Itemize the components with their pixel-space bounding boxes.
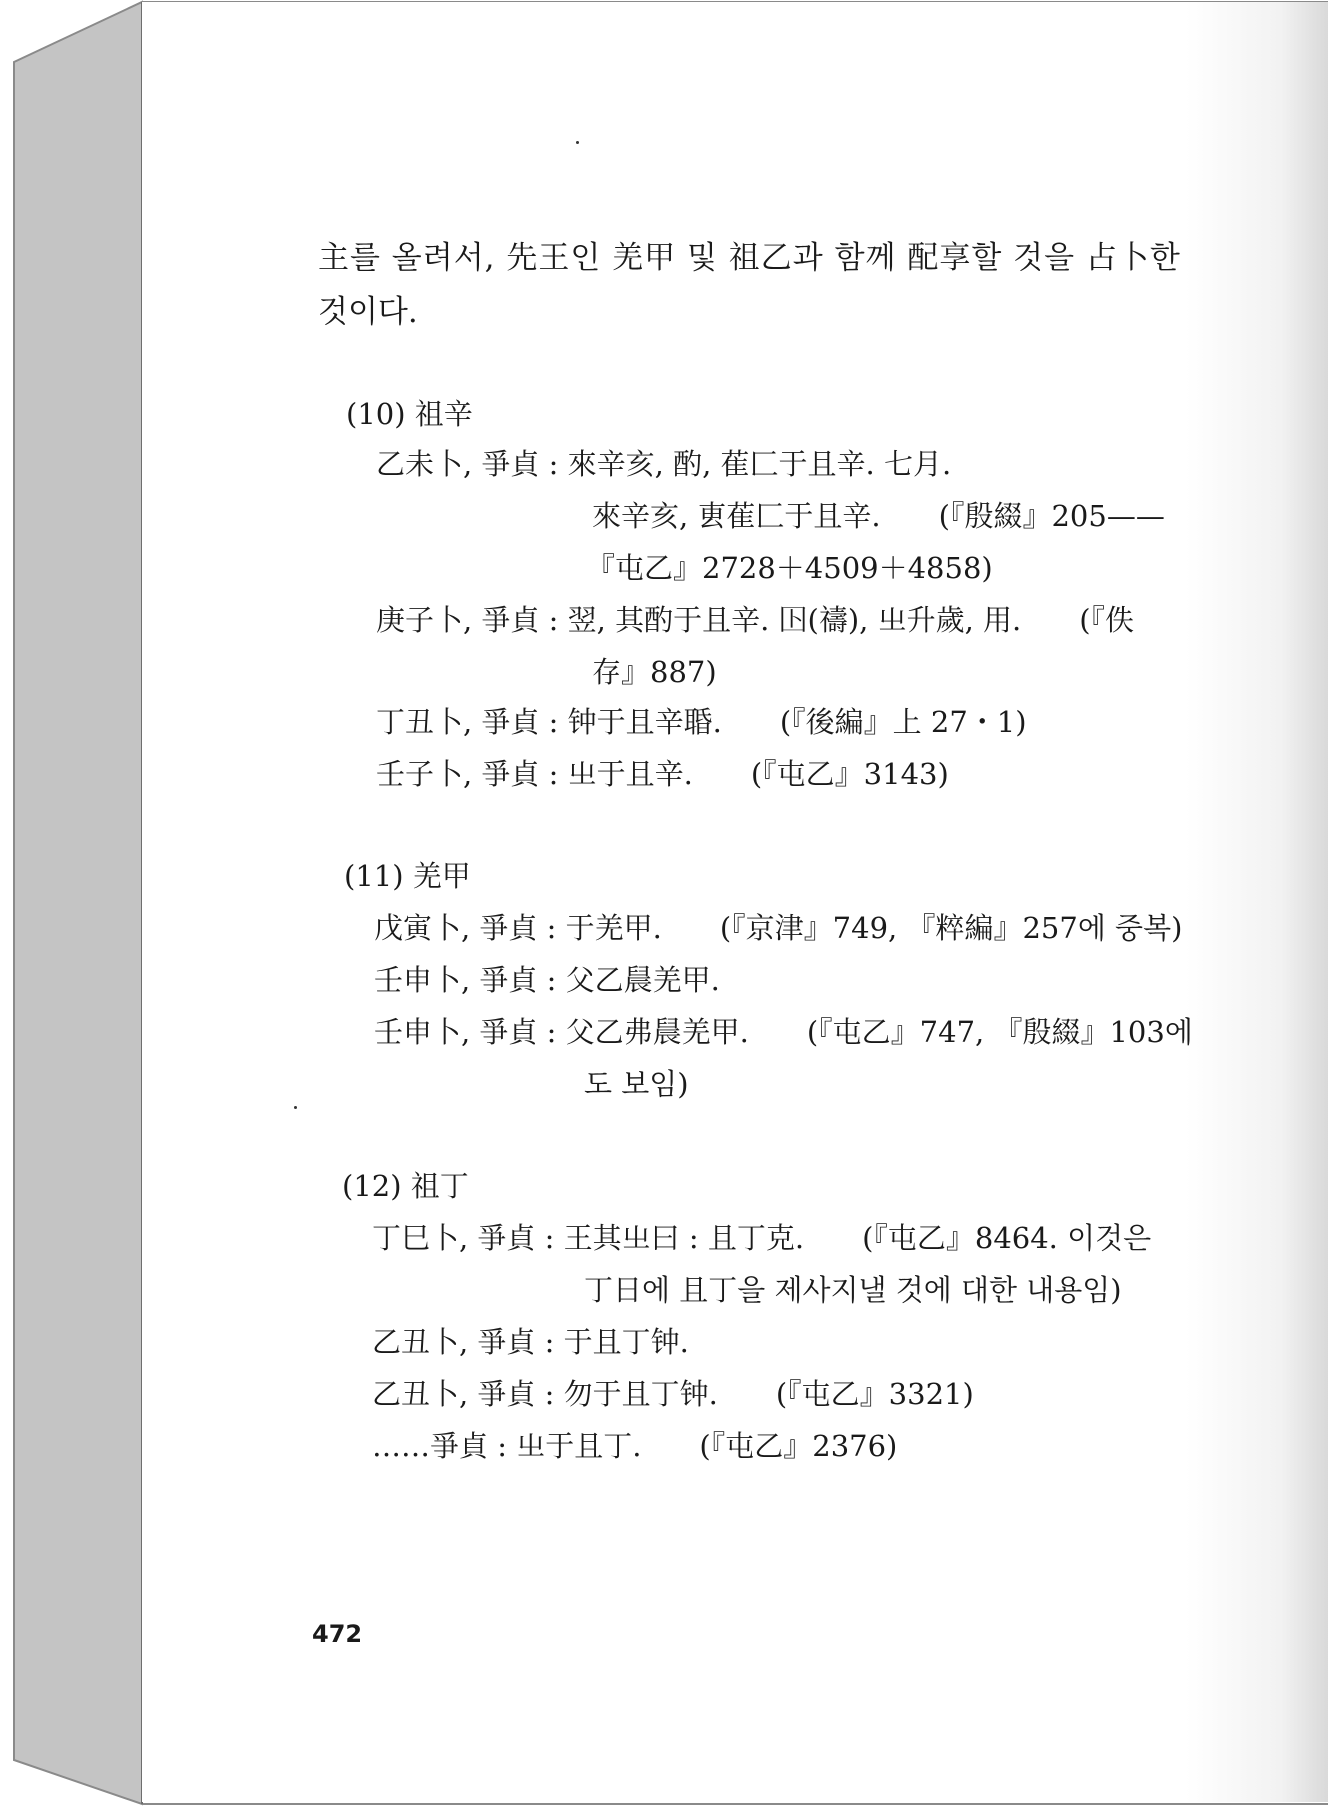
inscription-line: 壬申卜, 爭貞 : 父乙弗䢅羌甲. (『屯乙』747, 『殷綴』103에 [374,1015,1193,1049]
inscription-line: 乙丑卜, 爭貞 : 于且丁钟. [372,1325,689,1359]
intro-line-1: 主를 올려서, 先王인 羌甲 및 祖乙과 함께 配享할 것을 占卜한 [318,240,1181,276]
section-heading: (11) 羌甲 [344,859,471,893]
inscription-line: 『屯乙』2728＋4509＋4858) [586,551,993,585]
inscription-line: ……爭貞 : 㞢于且丁. (『屯乙』2376) [372,1429,898,1463]
inscription-line: 乙丑卜, 爭貞 : 勿于且丁钟. (『屯乙』3321) [372,1377,974,1411]
inscription-line: 庚子卜, 爭貞 : 翌, 其酌于且辛. 𡆥(禱), 㞢升歲, 用. (『佚 [376,603,1135,637]
inscription-line: 戊寅卜, 爭貞 : 于羌甲. (『京津』749, 『粹編』257에 중복) [374,911,1183,945]
intro-line-2: 것이다. [318,294,418,330]
inscription-line: 來辛亥, 叀萑匚于且辛. (『殷綴』205—— [592,499,1165,533]
inscription-line: 存』887) [592,655,717,689]
section-heading: (12) 祖丁 [342,1169,469,1203]
inscription-line: 壬子卜, 爭貞 : 㞢于且辛. (『屯乙』3143) [376,757,949,791]
inscription-line: 壬申卜, 爭貞 : 父乙䢅羌甲. [374,963,720,997]
inscription-line: 乙未卜, 爭貞 : 來辛亥, 酌, 萑匚于且辛. 七月. [376,447,952,481]
speck-mark [576,141,579,144]
inscription-line: 丁巳卜, 爭貞 : 王其㞢曰 : 且丁克. (『屯乙』8464. 이것은 [372,1221,1152,1255]
inscription-line: 丁日에 且丁을 제사지낼 것에 대한 내용임) [584,1273,1122,1307]
page-number: 472 [312,1620,363,1648]
speck-mark [294,1106,297,1109]
inscription-line: 도 보임) [584,1067,689,1101]
section-heading: (10) 祖辛 [346,397,473,431]
inscription-line: 丁丑卜, 爭貞 : 钟于且辛䎽. (『後編』上 27・1) [376,705,1027,739]
